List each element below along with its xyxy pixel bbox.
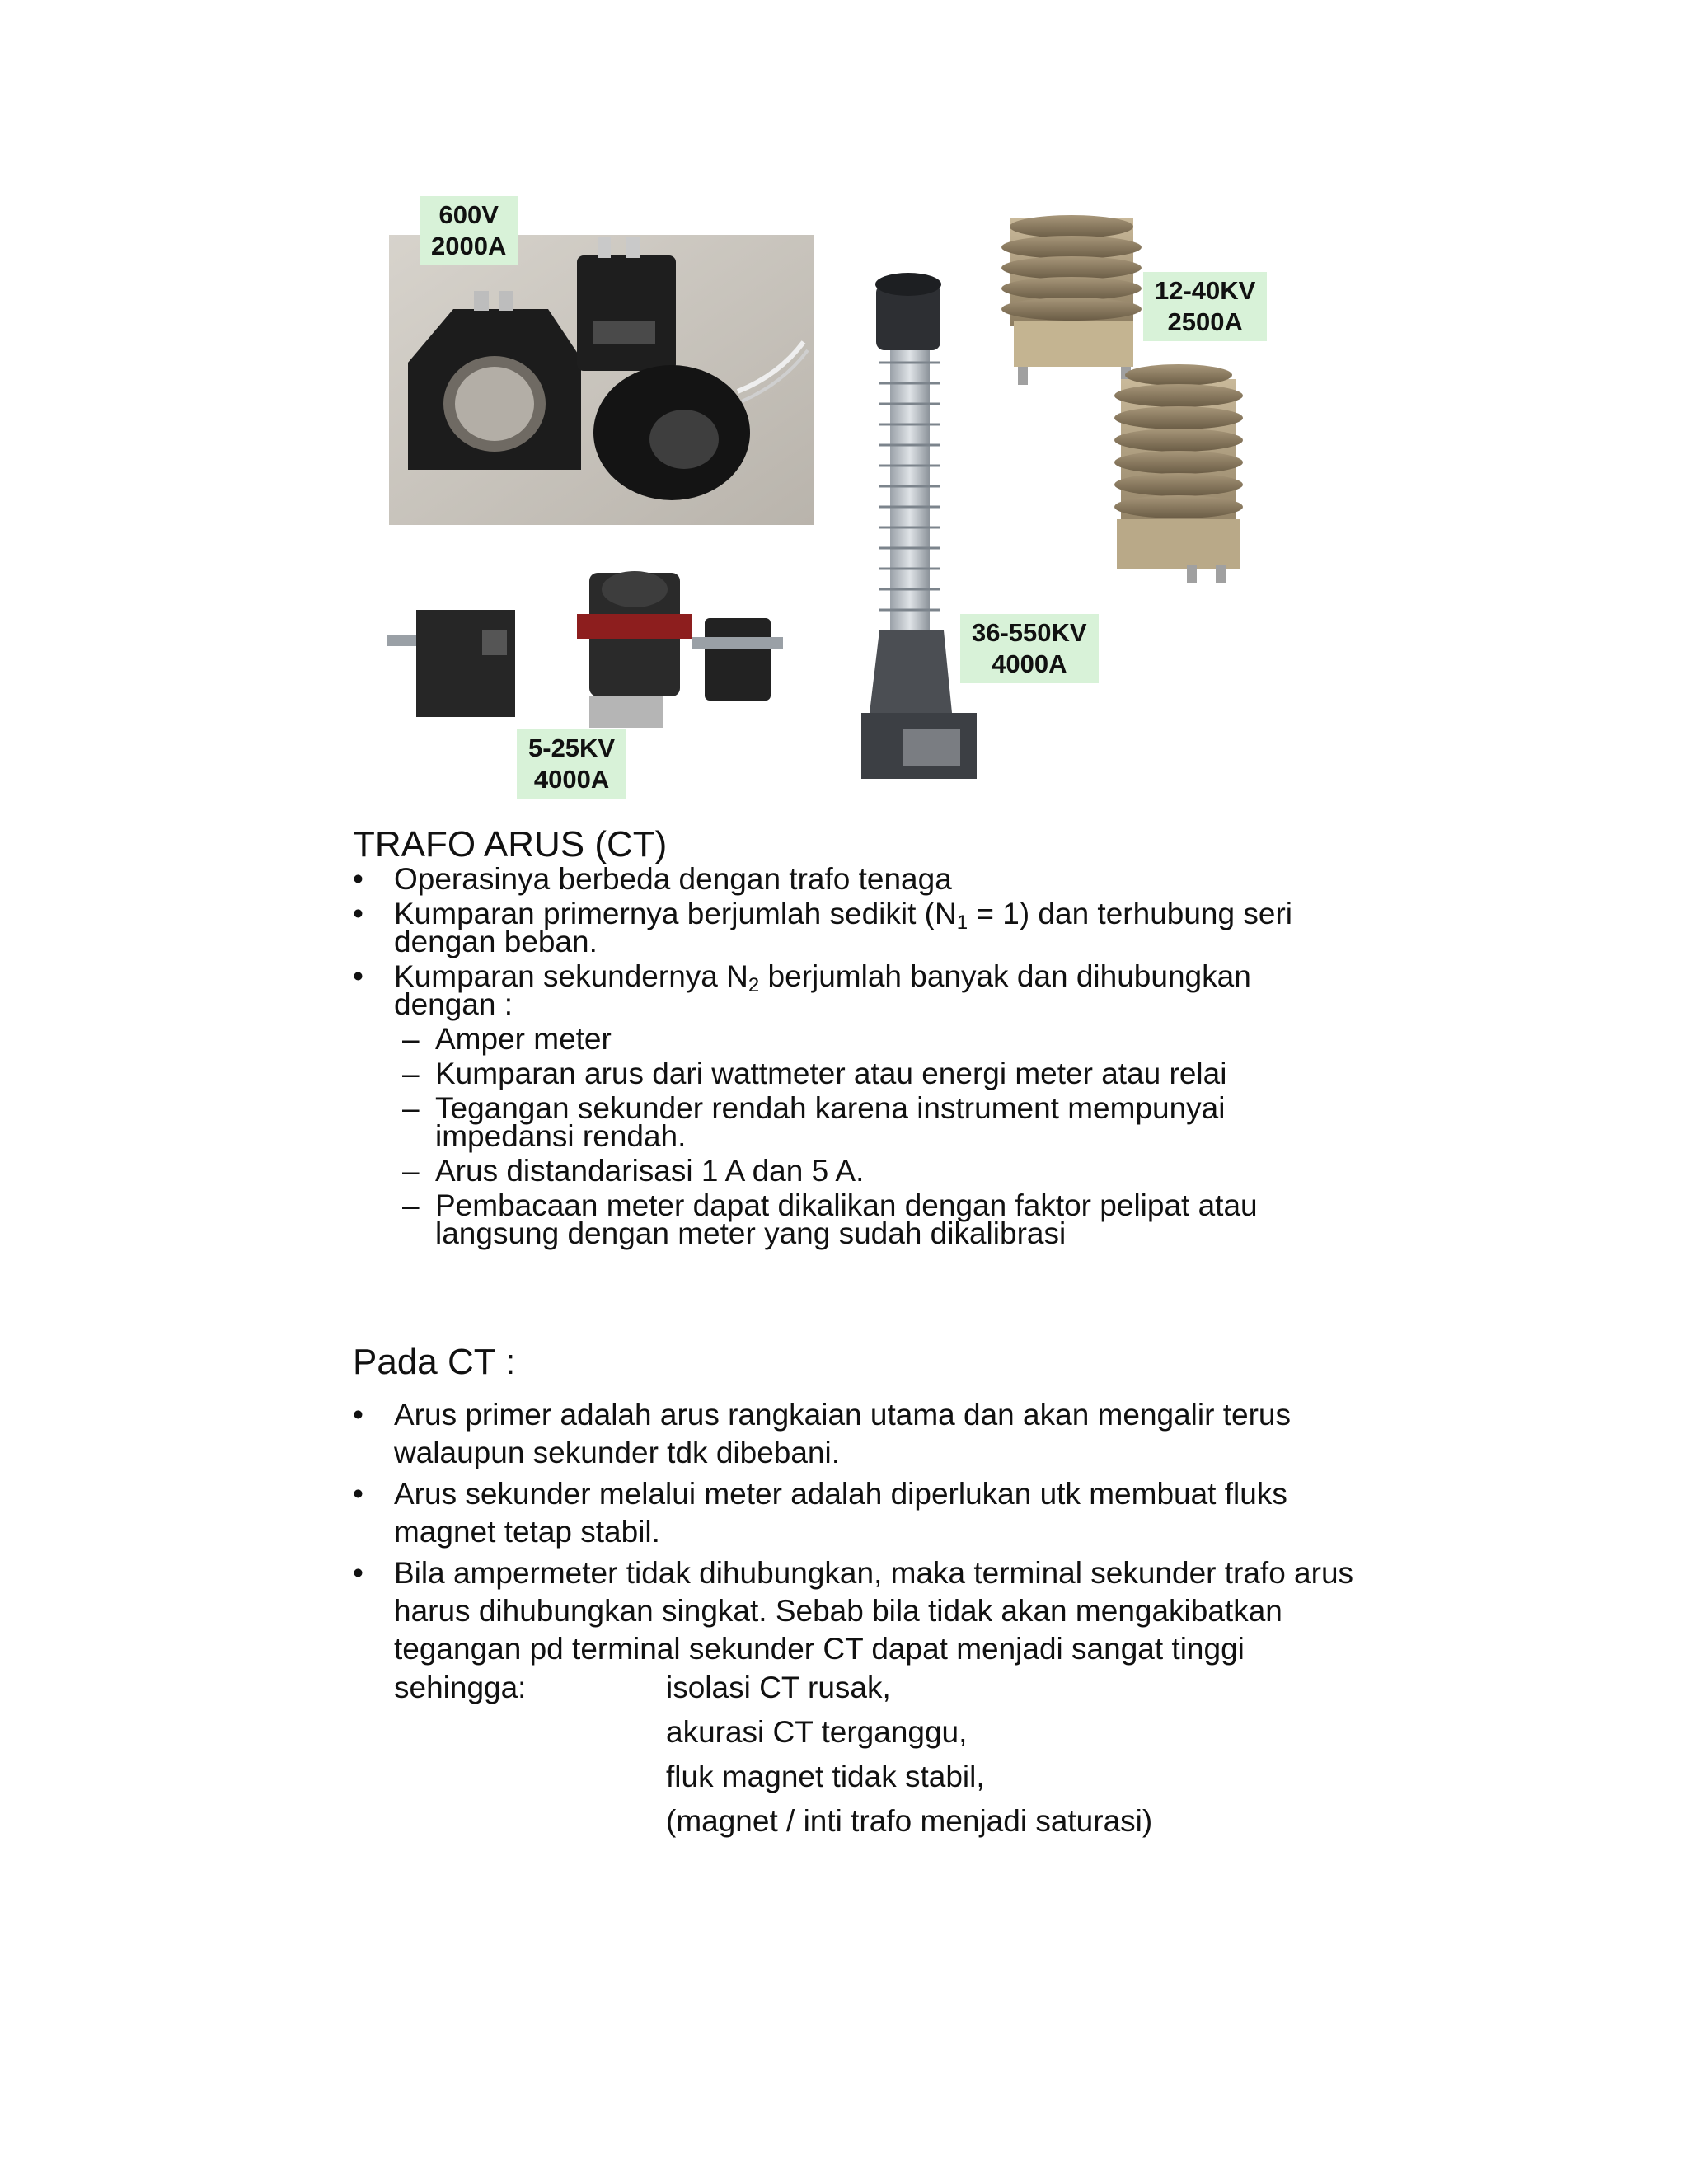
sub-list-item: – Tegangan sekunder rendah karena instrument mempunyai impedansi rendah.	[402, 1094, 1358, 1151]
consequence-item: akurasi CT terganggu,	[666, 1715, 968, 1749]
consequence-item: fluk magnet tidak stabil,	[666, 1760, 985, 1793]
section-title: Pada CT :	[353, 1342, 516, 1382]
list-item: • Arus sekunder melalui meter adalah diperlukan utk membuat fluks magnet tetap stabil.	[353, 1475, 1358, 1551]
consequence-list	[394, 1668, 1358, 1841]
ct-12-40kv-photo	[1001, 215, 1243, 583]
list-item: • Kumparan primernya berjumlah sedikit $(N_1 = 1)$ dan terhubung seri dengan beban.	[353, 900, 1358, 956]
consequence-item: (magnet / inti trafo menjadi saturasi)	[666, 1804, 1153, 1838]
section-pada-ct	[353, 1342, 1358, 1844]
section-title: TRAFO ARUS (CT)	[353, 824, 668, 865]
ct-600v-photo	[389, 235, 814, 525]
ct-photo-panel	[375, 185, 1348, 795]
list-item: • Arus primer adalah arus rangkaian utama dan akan mengalir terus walaupun sekunder tdk dibebani.	[353, 1396, 1358, 1472]
ct-36-550kv-photo	[861, 273, 977, 779]
bullet-list	[353, 862, 1358, 1021]
sub-list-item: – Amper meter	[402, 1025, 1358, 1053]
bullet-list	[353, 1396, 1358, 1841]
list-item: • Operasinya berbeda dengan trafo tenaga	[353, 865, 1358, 893]
label-12-40kv: 12-40KV 2500A	[1143, 272, 1267, 341]
list-item: • Bila ampermeter tidak dihubungkan, maka terminal sekunder trafo arus harus dihubungkan singkat. Sebab bila tidak akan mengakibatkan tegangan pd terminal sekunder CT dapat menjadi sangat tinggi sehingga: isolasi CT rusak, akurasi CT terganggu, fluk magnet tidak stabil, (magnet / inti trafo menjadi saturasi)	[353, 1554, 1358, 1841]
sub-list-item: – Kumparan arus dari wattmeter atau energi meter atau relai	[402, 1060, 1358, 1088]
ct-5-25kv-photo	[387, 571, 783, 728]
sub-list-item: – Pembacaan meter dapat dikalikan dengan faktor pelipat atau langsung dengan meter yang sudah dikalibrasi	[402, 1192, 1358, 1248]
sub-list	[353, 1022, 1358, 1250]
section-trafo-arus	[353, 824, 1358, 1254]
label-5-25kv: 5-25KV 4000A	[517, 729, 626, 799]
list-item: • Kumparan sekundernya $N_2$ berjumlah banyak dan dihubungkan dengan :	[353, 963, 1358, 1019]
consequence-label: sehingga:	[394, 1671, 527, 1704]
label-36-550kv: 36-550KV 4000A	[960, 614, 1099, 683]
consequence-item: isolasi CT rusak,	[666, 1671, 891, 1704]
label-600v: 600V 2000A	[420, 196, 518, 265]
sub-list-item: – Arus distandarisasi 1 A dan 5 A.	[402, 1157, 1358, 1185]
